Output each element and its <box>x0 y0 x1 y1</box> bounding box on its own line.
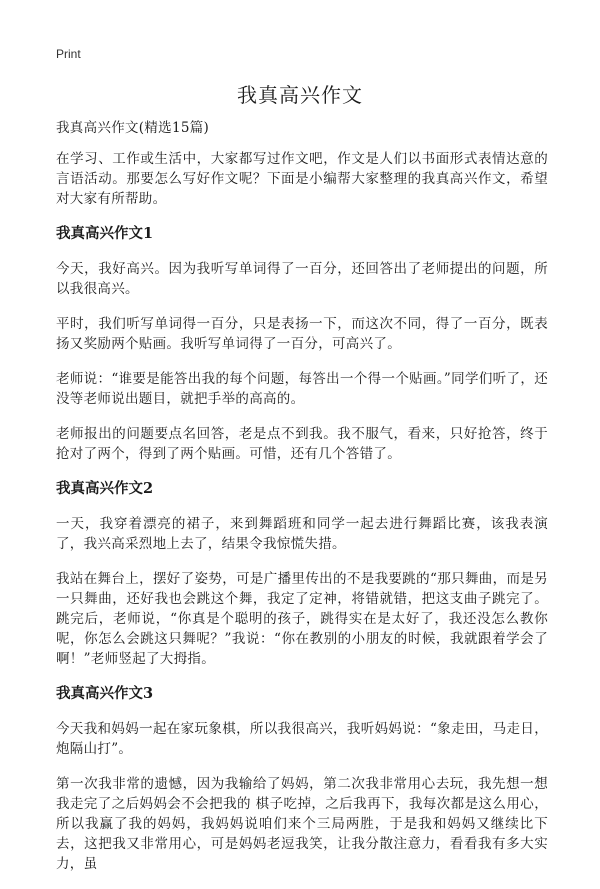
paragraph: 我站在舞台上，摆好了姿势，可是广播里传出的不是我要跳的“那只舞曲，而是另一只舞曲，还好我也会跳这个舞，我定了定神，将错就错，把这支曲子跳完了。跳完后，老师说，“你真是个聪明的孩子，跳得实在是太好了，我还没怎么教你呢，你怎么会跳这只舞呢？”我说：“你在教别的小朋友的时候，我就跟着学会了啊！”老师竖起了大拇指。 <box>56 571 548 667</box>
section-heading-1: 我真高兴作文1 <box>56 225 154 242</box>
section-heading-2: 我真高兴作文2 <box>56 480 154 497</box>
paragraph: 老师说：“谁要是能答出我的每个问题，每答出一个得一个贴画。”同学们听了，还没等老师说出题目，就把手举的高高的。 <box>56 371 548 407</box>
page-title: 我真高兴作文 <box>237 83 363 107</box>
intro-paragraph: 在学习、工作或生活中，大家都写过作文吧，作文是人们以书面形式表情达意的言语活动。那要怎么写好作文呢？下面是小编帮大家整理的我真高兴作文，希望对大家有所帮助。 <box>56 151 548 207</box>
paragraph: 第一次我非常的遗憾，因为我输给了妈妈，第二次我非常用心去玩，我先想一想我走完了之后妈妈会不会把我的 棋子吃掉，之后我再下，我每次都是这么用心，所以我赢了我的妈妈，我妈妈说咱们来个三局两胜，于是我和妈妈又继续比下去，这把我又非常用心，可是妈妈老逗我笑，让我分散注意力，看看我有多大实力，虽 <box>56 776 548 872</box>
paragraph: 平时，我们听写单词得一百分，只是表扬一下，而这次不同，得了一百分，既表扬又奖励两个贴画。我听写单词得了一百分，可高兴了。 <box>56 316 548 352</box>
paragraph: 一天，我穿着漂亮的裙子，来到舞蹈班和同学一起去进行舞蹈比赛，该我表演了，我兴高采烈地上去了，结果令我惊慌失措。 <box>56 516 548 552</box>
paragraph: 今天，我好高兴。因为我听写单词得了一百分，还回答出了老师提出的问题，所以我很高兴。 <box>56 261 548 297</box>
section-heading-3: 我真高兴作文3 <box>56 685 154 702</box>
print-link[interactable]: Print <box>56 47 81 61</box>
paragraph: 今天我和妈妈一起在家玩象棋，所以我很高兴，我听妈妈说：“象走田，马走日，炮隔山打”。 <box>56 721 548 757</box>
article-body <box>56 118 548 889</box>
subtitle: 我真高兴作文(精选15篇) <box>56 120 210 136</box>
paragraph: 老师报出的问题要点名回答，老是点不到我。我不服气，看来，只好抢答，终于抢对了两个，得到了两个贴画。可惜，还有几个答错了。 <box>56 426 548 462</box>
